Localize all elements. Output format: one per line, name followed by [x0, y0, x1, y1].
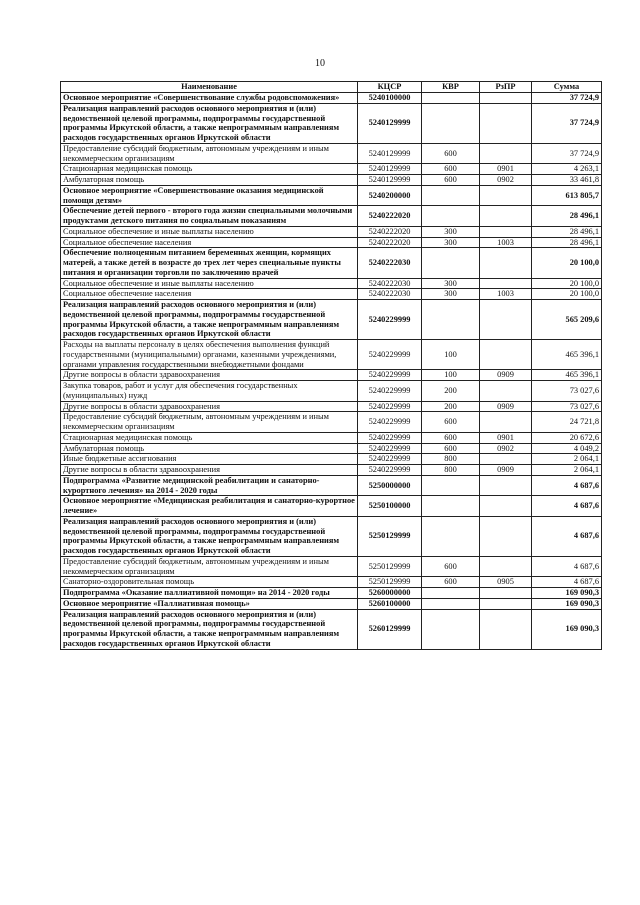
table-row — [61, 401, 602, 412]
cell-name: Социальное обеспечение населения — [61, 237, 358, 248]
cell-rzpr — [480, 143, 532, 164]
table-row — [61, 278, 602, 289]
cell-kcsr: 5240229999 — [358, 432, 422, 443]
cell-kcsr: 5240129999 — [358, 103, 422, 143]
cell-sum: 565 209,6 — [532, 300, 602, 340]
cell-sum: 28 496,1 — [532, 226, 602, 237]
table-row — [61, 475, 602, 496]
cell-rzpr — [480, 381, 532, 402]
table-row — [61, 412, 602, 433]
table-row — [61, 237, 602, 248]
cell-kcsr: 5260000000 — [358, 588, 422, 599]
cell-rzpr — [480, 454, 532, 465]
cell-kvr: 600 — [422, 432, 480, 443]
cell-rzpr: 0909 — [480, 401, 532, 412]
table-row — [61, 465, 602, 476]
cell-rzpr — [480, 475, 532, 496]
cell-name: Подпрограмма «Развитие медицинской реабилитации и санаторно-курортного лечения» на 2014 - 2020 годы — [61, 475, 358, 496]
cell-name: Обеспечение полноценным питанием беременных женщин, кормящих матерей, а также детей в возрасте до трех лет через специальные пункты питания и организации торговли по заключению врачей — [61, 248, 358, 278]
cell-rzpr — [480, 340, 532, 370]
table-row — [61, 432, 602, 443]
cell-kcsr: 5240229999 — [358, 300, 422, 340]
cell-name: Санаторно-оздоровительная помощь — [61, 577, 358, 588]
cell-sum: 169 090,3 — [532, 609, 602, 649]
cell-kvr — [422, 609, 480, 649]
cell-sum: 37 724,9 — [532, 103, 602, 143]
cell-kcsr: 5240229999 — [358, 412, 422, 433]
cell-name: Амбулаторная помощь — [61, 443, 358, 454]
cell-kvr: 200 — [422, 401, 480, 412]
table-row — [61, 175, 602, 186]
cell-sum: 4 687,6 — [532, 516, 602, 556]
cell-rzpr — [480, 226, 532, 237]
cell-name: Социальное обеспечение и иные выплаты населению — [61, 226, 358, 237]
cell-kvr — [422, 475, 480, 496]
cell-name: Реализация направлений расходов основного мероприятия и (или) ведомственной целевой программы, подпрограммы государственной программы Иркутской области, а также непрограммным направлениям расходов государственных органов Иркутской области — [61, 609, 358, 649]
cell-kcsr: 5240229999 — [358, 401, 422, 412]
cell-name: Другие вопросы в области здравоохранения — [61, 465, 358, 476]
cell-kvr: 600 — [422, 556, 480, 577]
table-header-row — [61, 82, 602, 93]
table-row — [61, 454, 602, 465]
cell-sum: 20 100,0 — [532, 248, 602, 278]
cell-sum: 169 090,3 — [532, 598, 602, 609]
cell-name: Стационарная медицинская помощь — [61, 432, 358, 443]
table-row — [61, 516, 602, 556]
cell-rzpr — [480, 412, 532, 433]
cell-kcsr: 5240200000 — [358, 185, 422, 206]
cell-rzpr: 0901 — [480, 432, 532, 443]
cell-sum: 613 805,7 — [532, 185, 602, 206]
cell-sum: 4 687,6 — [532, 577, 602, 588]
cell-sum: 4 687,6 — [532, 475, 602, 496]
cell-kvr: 600 — [422, 143, 480, 164]
cell-sum: 2 064,1 — [532, 454, 602, 465]
table-row — [61, 496, 602, 517]
header-name: Наименование — [61, 82, 358, 93]
table-body — [61, 93, 602, 650]
cell-name: Другие вопросы в области здравоохранения — [61, 370, 358, 381]
cell-name: Реализация направлений расходов основного мероприятия и (или) ведомственной целевой программы, подпрограммы государственной программы Иркутской области, а также непрограммным направлениям расходов государственных органов Иркутской области — [61, 300, 358, 340]
cell-kcsr: 5240229999 — [358, 454, 422, 465]
cell-rzpr — [480, 300, 532, 340]
cell-kvr: 300 — [422, 237, 480, 248]
cell-kcsr: 5240222030 — [358, 248, 422, 278]
cell-rzpr — [480, 556, 532, 577]
cell-kvr: 100 — [422, 370, 480, 381]
cell-sum: 465 396,1 — [532, 340, 602, 370]
cell-kcsr: 5240229999 — [358, 370, 422, 381]
cell-sum: 4 049,2 — [532, 443, 602, 454]
cell-kvr — [422, 93, 480, 104]
cell-name: Основное мероприятие «Совершенствование оказания медицинской помощи детям» — [61, 185, 358, 206]
table-row — [61, 164, 602, 175]
cell-name: Иные бюджетные ассигнования — [61, 454, 358, 465]
cell-name: Предоставление субсидий бюджетным, автономным учреждениям и иным некоммерческим организациям — [61, 143, 358, 164]
cell-kcsr: 5240222030 — [358, 278, 422, 289]
cell-name: Закупка товаров, работ и услуг для обеспечения государственных (муниципальных) нужд — [61, 381, 358, 402]
cell-kcsr: 5240222020 — [358, 206, 422, 227]
page-number: 10 — [315, 58, 325, 69]
cell-kvr — [422, 103, 480, 143]
cell-sum: 37 724,9 — [532, 143, 602, 164]
cell-rzpr — [480, 609, 532, 649]
cell-name: Предоставление субсидий бюджетным, автономным учреждениям и иным некоммерческим организациям — [61, 412, 358, 433]
cell-sum: 20 672,6 — [532, 432, 602, 443]
cell-sum: 33 461,8 — [532, 175, 602, 186]
table-row — [61, 185, 602, 206]
cell-sum: 24 721,8 — [532, 412, 602, 433]
cell-kcsr: 5240100000 — [358, 93, 422, 104]
cell-sum: 4 687,6 — [532, 496, 602, 517]
cell-sum: 4 687,6 — [532, 556, 602, 577]
cell-kvr: 600 — [422, 443, 480, 454]
cell-sum: 73 027,6 — [532, 381, 602, 402]
cell-name: Подпрограмма «Оказание паллиативной помощи» на 2014 - 2020 годы — [61, 588, 358, 599]
cell-name: Обеспечение детей первого - второго года жизни специальными молочными продуктами детского питания по социальным показаниям — [61, 206, 358, 227]
header-sum: Сумма — [532, 82, 602, 93]
cell-kvr: 800 — [422, 465, 480, 476]
cell-rzpr — [480, 588, 532, 599]
cell-kvr — [422, 496, 480, 517]
cell-sum: 28 496,1 — [532, 237, 602, 248]
cell-name: Стационарная медицинская помощь — [61, 164, 358, 175]
cell-name: Основное мероприятие «Медицинская реабилитация и санаторно-курортное лечение» — [61, 496, 358, 517]
cell-kvr — [422, 206, 480, 227]
cell-kcsr: 5240222020 — [358, 237, 422, 248]
cell-kvr: 800 — [422, 454, 480, 465]
cell-kcsr: 5260129999 — [358, 609, 422, 649]
header-kcsr: КЦСР — [358, 82, 422, 93]
cell-kcsr: 5240229999 — [358, 381, 422, 402]
cell-sum: 169 090,3 — [532, 588, 602, 599]
cell-rzpr — [480, 206, 532, 227]
cell-kvr — [422, 300, 480, 340]
cell-name: Реализация направлений расходов основного мероприятия и (или) ведомственной целевой программы, подпрограммы государственной программы Иркутской области, а также непрограммным направлениям расходов государственных органов Иркутской области — [61, 516, 358, 556]
cell-name: Основное мероприятие «Совершенствование службы родовспоможения» — [61, 93, 358, 104]
cell-name: Другие вопросы в области здравоохранения — [61, 401, 358, 412]
cell-rzpr — [480, 598, 532, 609]
cell-rzpr: 1003 — [480, 237, 532, 248]
cell-kvr: 100 — [422, 340, 480, 370]
cell-kcsr: 5240222020 — [358, 226, 422, 237]
table-row — [61, 248, 602, 278]
table-row — [61, 609, 602, 649]
cell-kvr — [422, 185, 480, 206]
cell-kvr — [422, 598, 480, 609]
cell-kcsr: 5250129999 — [358, 556, 422, 577]
cell-sum: 37 724,9 — [532, 93, 602, 104]
table-row — [61, 443, 602, 454]
cell-rzpr: 0905 — [480, 577, 532, 588]
cell-sum: 28 496,1 — [532, 206, 602, 227]
cell-kcsr: 5250129999 — [358, 516, 422, 556]
cell-name: Амбулаторная помощь — [61, 175, 358, 186]
table-row — [61, 340, 602, 370]
table-row — [61, 556, 602, 577]
table-row — [61, 226, 602, 237]
cell-sum: 2 064,1 — [532, 465, 602, 476]
cell-kcsr: 5250000000 — [358, 475, 422, 496]
cell-rzpr — [480, 248, 532, 278]
table-row — [61, 103, 602, 143]
cell-name: Социальное обеспечение и иные выплаты населению — [61, 278, 358, 289]
table-row — [61, 381, 602, 402]
cell-rzpr: 0901 — [480, 164, 532, 175]
cell-rzpr: 1003 — [480, 289, 532, 300]
cell-kvr: 200 — [422, 381, 480, 402]
cell-rzpr — [480, 103, 532, 143]
cell-rzpr: 0902 — [480, 443, 532, 454]
cell-kvr: 300 — [422, 289, 480, 300]
cell-kvr — [422, 248, 480, 278]
cell-rzpr: 0909 — [480, 370, 532, 381]
cell-rzpr — [480, 93, 532, 104]
cell-kcsr: 5240229999 — [358, 340, 422, 370]
cell-kvr: 300 — [422, 278, 480, 289]
cell-kvr — [422, 516, 480, 556]
cell-rzpr: 0909 — [480, 465, 532, 476]
cell-sum: 4 263,1 — [532, 164, 602, 175]
cell-kcsr: 5240229999 — [358, 443, 422, 454]
cell-kcsr: 5240129999 — [358, 175, 422, 186]
cell-kvr: 600 — [422, 412, 480, 433]
cell-kvr — [422, 588, 480, 599]
cell-sum: 20 100,0 — [532, 289, 602, 300]
table-row — [61, 588, 602, 599]
table-row — [61, 143, 602, 164]
cell-rzpr: 0902 — [480, 175, 532, 186]
cell-kcsr: 5240222030 — [358, 289, 422, 300]
cell-kcsr: 5260100000 — [358, 598, 422, 609]
cell-name: Реализация направлений расходов основного мероприятия и (или) ведомственной целевой программы, подпрограммы государственной программы Иркутской области, а также непрограммным направлениям расходов государственных органов Иркутской области — [61, 103, 358, 143]
table-row — [61, 300, 602, 340]
cell-kvr: 600 — [422, 175, 480, 186]
header-rzpr: РзПР — [480, 82, 532, 93]
cell-kcsr: 5240129999 — [358, 143, 422, 164]
cell-kvr: 600 — [422, 577, 480, 588]
cell-sum: 73 027,6 — [532, 401, 602, 412]
table-row — [61, 598, 602, 609]
table-row — [61, 206, 602, 227]
cell-kcsr: 5250100000 — [358, 496, 422, 517]
cell-rzpr — [480, 278, 532, 289]
cell-name: Социальное обеспечение населения — [61, 289, 358, 300]
cell-rzpr — [480, 185, 532, 206]
budget-table — [60, 81, 602, 650]
cell-name: Расходы на выплаты персоналу в целях обеспечения выполнения функций государственными (муниципальными) органами, казенными учреждениями, органами управления государственными внебюджетными фондами — [61, 340, 358, 370]
cell-sum: 20 100,0 — [532, 278, 602, 289]
table-row — [61, 370, 602, 381]
table-row — [61, 577, 602, 588]
cell-name: Основное мероприятие «Паллиативная помощь» — [61, 598, 358, 609]
cell-rzpr — [480, 496, 532, 517]
table-row — [61, 289, 602, 300]
cell-kcsr: 5240229999 — [358, 465, 422, 476]
cell-sum: 465 396,1 — [532, 370, 602, 381]
cell-rzpr — [480, 516, 532, 556]
cell-kcsr: 5250129999 — [358, 577, 422, 588]
cell-kcsr: 5240129999 — [358, 164, 422, 175]
cell-kvr: 300 — [422, 226, 480, 237]
table-row — [61, 93, 602, 104]
header-kvr: КВР — [422, 82, 480, 93]
cell-kvr: 600 — [422, 164, 480, 175]
cell-name: Предоставление субсидий бюджетным, автономным учреждениям и иным некоммерческим организациям — [61, 556, 358, 577]
